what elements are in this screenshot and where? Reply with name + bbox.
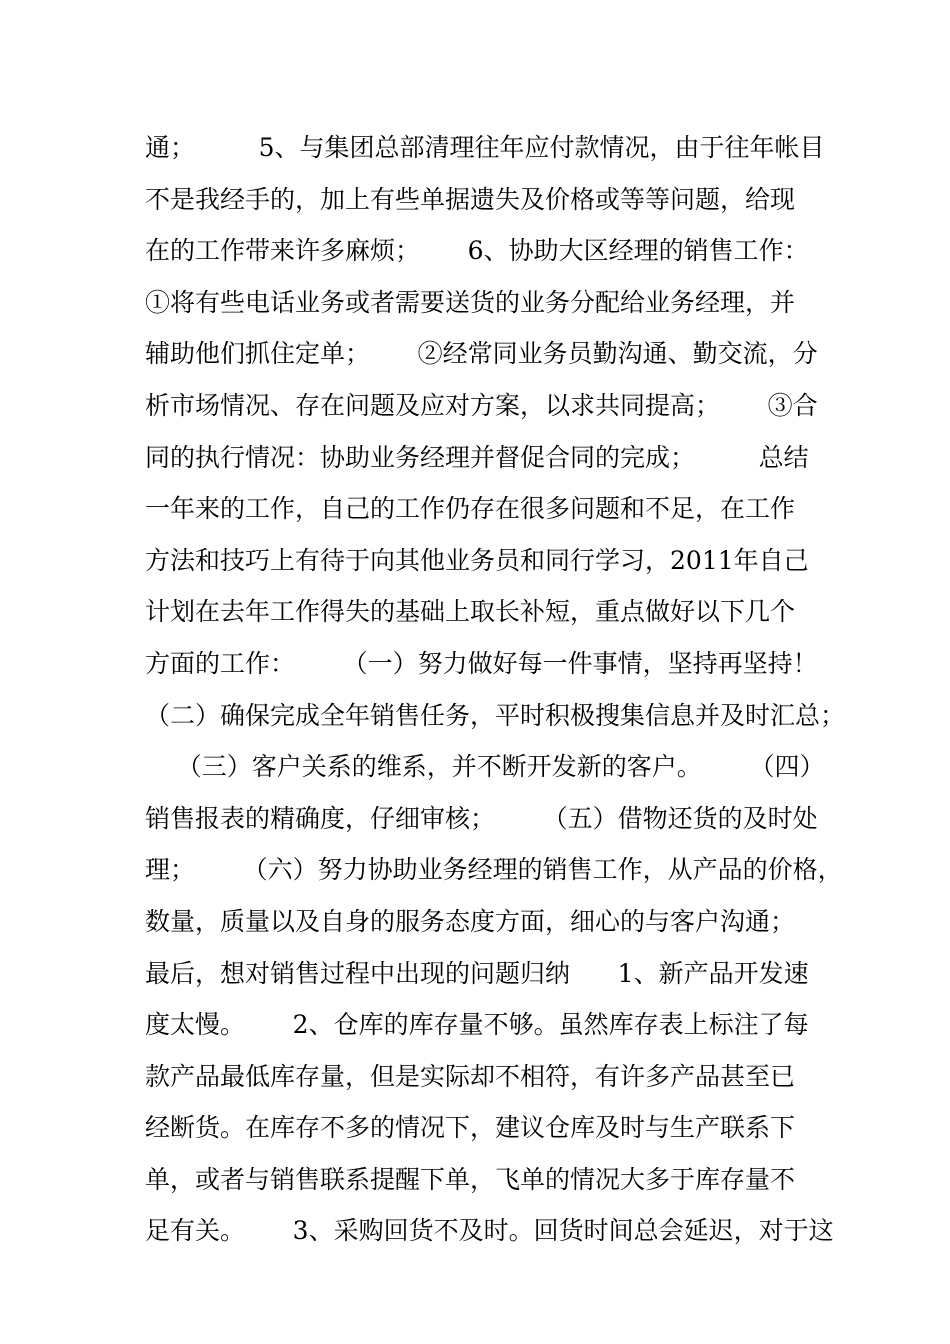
text-line: 销售报表的精确度，仔细审核； （五）借物还货的及时处 <box>145 803 818 833</box>
text-line: 最后，想对销售过程中出现的问题归纳 1、新产品开发速 <box>145 958 809 988</box>
text-line: ①将有些电话业务或者需要送货的业务分配给业务经理，并 <box>145 287 796 317</box>
text-line: 在的工作带来许多麻烦； 6、协助大区经理的销售工作： <box>145 236 809 266</box>
text-line: 辅助他们抓住定单； ②经常同业务员勤沟通、勤交流，分 <box>145 339 818 369</box>
text-line: （二）确保完成全年销售任务，平时积极搜集信息并及时汇总； <box>145 700 846 730</box>
text-line: 单，或者与销售联系提醒下单，飞单的情况大多于库存量不 <box>145 1164 796 1194</box>
text-line: 通； 5、与集团总部清理往年应付款情况，由于往年帐目 <box>145 133 825 162</box>
text-line: 方法和技巧上有待于向其他业务员和同行学习，2011年自己 <box>145 545 809 575</box>
text-line: 理； （六）努力协助业务经理的销售工作，从产品的价格， <box>145 855 843 885</box>
text-line: 一年来的工作，自己的工作仍存在很多问题和不足，在工作 <box>145 494 796 524</box>
text-line: 足有关。 3、采购回货不及时。回货时间总会延迟，对于这 <box>145 1216 834 1246</box>
text-line: 经断货。在库存不多的情况下，建议仓库及时与生产联系下 <box>145 1113 796 1143</box>
text-line: 计划在去年工作得失的基础上取长补短，重点做好以下几个 <box>145 597 796 627</box>
text-line: 方面的工作： （一）努力做好每一件事情，坚持再坚持！ <box>145 648 818 678</box>
text-line: 不是我经手的，加上有些单据遗失及价格或等等问题，给现 <box>145 184 796 214</box>
text-line: 数量，质量以及自身的服务态度方面，细心的与客户沟通； <box>145 906 796 936</box>
text-line: 析市场情况、存在问题及应对方案，以求共同提高； ③合 <box>145 390 818 420</box>
text-line: 度太慢。 2、仓库的库存量不够。虽然库存表上标注了每 <box>145 1010 809 1040</box>
text-line: 款产品最低库存量，但是实际却不相符，有许多产品甚至已 <box>145 1061 796 1091</box>
text-line: 同的执行情况：协助业务经理并督促合同的完成； 总结 <box>145 442 809 472</box>
text-line: （三）客户关系的维系，并不断开发新的客户。 （四） <box>145 752 825 782</box>
body-text <box>145 122 846 1257</box>
